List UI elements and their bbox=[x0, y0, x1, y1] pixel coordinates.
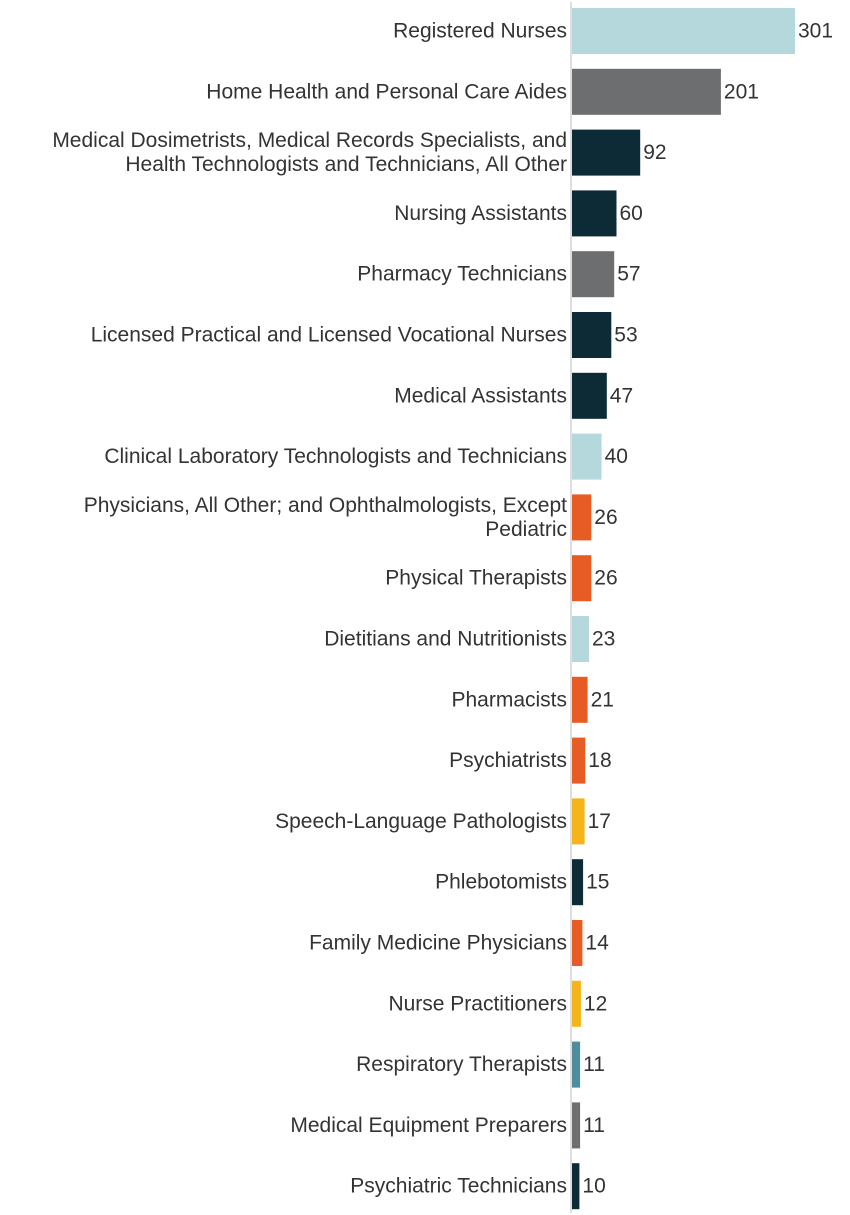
category-label-line: Pharmacists bbox=[451, 688, 567, 712]
category-label-line: Home Health and Personal Care Aides bbox=[206, 80, 567, 104]
value-label: 12 bbox=[583, 992, 608, 1016]
category-label-line: Dietitians and Nutritionists bbox=[324, 627, 567, 651]
category-label bbox=[357, 263, 567, 286]
bar bbox=[572, 677, 588, 723]
category-label bbox=[356, 1053, 567, 1076]
category-label bbox=[449, 749, 567, 772]
category-label bbox=[290, 1114, 567, 1137]
value-label: 301 bbox=[798, 19, 834, 43]
category-label bbox=[52, 129, 567, 176]
bar bbox=[572, 1102, 580, 1148]
value-labels-group bbox=[582, 20, 833, 1198]
bar bbox=[572, 798, 585, 844]
category-label bbox=[275, 810, 567, 833]
category-label bbox=[385, 567, 567, 590]
bar bbox=[572, 1163, 579, 1209]
bar bbox=[572, 251, 614, 297]
category-label-line: Nurse Practitioners bbox=[388, 992, 567, 1016]
category-labels-group bbox=[52, 20, 567, 1198]
value-label: 47 bbox=[609, 384, 634, 408]
value-label: 11 bbox=[583, 1053, 605, 1077]
value-label: 15 bbox=[586, 870, 610, 894]
category-label bbox=[91, 324, 567, 347]
category-label-line: Pharmacy Technicians bbox=[357, 262, 567, 286]
category-label bbox=[324, 628, 567, 651]
bars-group bbox=[572, 8, 795, 1209]
value-label: 14 bbox=[585, 931, 609, 955]
category-label-line: Medical Equipment Preparers bbox=[290, 1113, 567, 1137]
value-label: 40 bbox=[604, 445, 628, 469]
value-label: 53 bbox=[614, 323, 638, 347]
category-label-line: Psychiatrists bbox=[449, 749, 567, 773]
category-label bbox=[309, 932, 567, 955]
category-label-line: Nursing Assistants bbox=[394, 201, 567, 225]
value-label: 17 bbox=[587, 809, 611, 833]
value-label: 201 bbox=[723, 80, 759, 104]
bar bbox=[572, 981, 581, 1027]
bar bbox=[572, 312, 611, 358]
category-label bbox=[451, 688, 567, 711]
category-label-line: Physical Therapists bbox=[385, 566, 567, 590]
value-label: 92 bbox=[643, 141, 667, 165]
bar bbox=[572, 920, 582, 966]
category-label-line: Phlebotomists bbox=[435, 870, 567, 894]
bar bbox=[572, 494, 591, 540]
category-label bbox=[393, 20, 567, 43]
bar bbox=[572, 69, 721, 115]
bar bbox=[572, 859, 583, 905]
bar bbox=[572, 1042, 580, 1088]
category-label-line: Medical Assistants bbox=[394, 384, 567, 408]
category-label-line: Health Technologists and Technicians, All Other bbox=[125, 153, 567, 177]
category-label-line: Medical Dosimetrists, Medical Records Specialists, and bbox=[52, 129, 567, 153]
category-label bbox=[104, 445, 567, 468]
value-label: 18 bbox=[588, 749, 612, 773]
bar bbox=[572, 373, 607, 419]
bar bbox=[572, 130, 640, 176]
category-label bbox=[350, 1175, 567, 1198]
category-label-line: Licensed Practical and Licensed Vocational Nurses bbox=[90, 323, 567, 347]
category-label bbox=[388, 992, 567, 1015]
value-label: 23 bbox=[592, 627, 616, 651]
bar bbox=[572, 190, 617, 236]
value-label: 11 bbox=[583, 1113, 605, 1137]
value-label: 26 bbox=[594, 505, 618, 529]
value-label: 21 bbox=[590, 688, 614, 712]
category-label-line: Registered Nurses bbox=[393, 19, 567, 43]
bar bbox=[572, 616, 589, 662]
category-label-line: Speech-Language Pathologists bbox=[275, 809, 567, 833]
bar bbox=[572, 8, 795, 54]
bar bbox=[572, 434, 602, 480]
category-label bbox=[435, 871, 567, 894]
value-label: 60 bbox=[619, 201, 643, 225]
value-label: 57 bbox=[617, 262, 641, 286]
category-label-line: Clinical Laboratory Technologists and Technicians bbox=[104, 445, 567, 469]
category-label bbox=[394, 202, 567, 225]
category-label bbox=[206, 80, 567, 103]
category-label bbox=[394, 384, 567, 407]
category-label bbox=[84, 494, 567, 541]
category-label-line: Respiratory Therapists bbox=[356, 1053, 567, 1077]
category-label-line: Pediatric bbox=[485, 517, 567, 541]
value-label: 26 bbox=[594, 566, 618, 590]
bar bbox=[572, 738, 585, 784]
value-label: 10 bbox=[582, 1174, 606, 1198]
bar bbox=[572, 555, 591, 601]
category-label-line: Family Medicine Physicians bbox=[309, 931, 567, 955]
category-label-line: Physicians, All Other; and Ophthalmologists, Except bbox=[83, 493, 567, 517]
category-label-line: Psychiatric Technicians bbox=[350, 1174, 567, 1198]
